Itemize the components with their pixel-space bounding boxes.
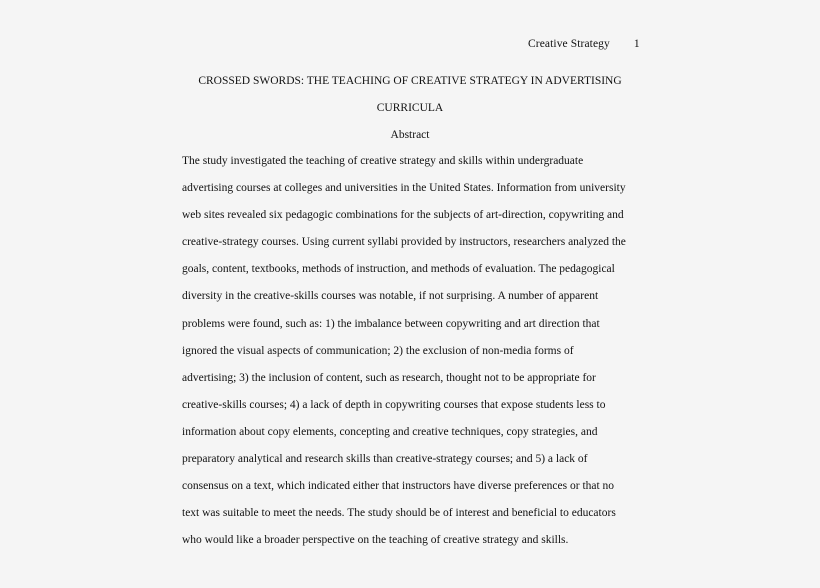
abstract-line: preparatory analytical and research skills than creative-strategy courses; and 5) a lack of: [182, 453, 588, 466]
abstract-line: who would like a broader perspective on the teaching of creative strategy and skills.: [182, 534, 569, 547]
abstract-line: creative-strategy courses. Using current syllabi provided by instructors, researchers analyzed the: [182, 236, 626, 249]
page-number: 1: [633, 38, 640, 50]
abstract-line: creative-skills courses; 4) a lack of depth in copywriting courses that expose students less to: [182, 398, 606, 411]
abstract-line: ignored the visual aspects of communication; 2) the exclusion of non-media forms of: [182, 344, 574, 357]
abstract-line: information about copy elements, concepting and creative techniques, copy strategies, and: [182, 425, 598, 438]
abstract-line: text was suitable to meet the needs. The study should be of interest and beneficial to educators: [182, 507, 616, 520]
abstract-line: goals, content, textbooks, methods of instruction, and methods of evaluation. The pedagogical: [182, 263, 615, 276]
running-head: [528, 38, 640, 50]
abstract-line: diversity in the creative-skills courses was notable, if not surprising. A number of apparent: [182, 290, 599, 303]
abstract-heading: Abstract: [390, 129, 430, 141]
paper-title-line-1: CROSSED SWORDS: THE TEACHING OF CREATIVE STRATEGY IN ADVERTISING: [198, 75, 622, 87]
paper-title-line-2: CURRICULA: [376, 102, 444, 114]
abstract-line: consensus on a text, which indicated either that instructors have diverse preferences or that no: [182, 480, 615, 493]
abstract-line: web sites revealed six pedagogic combinations for the subjects of art-direction, copywriting and: [182, 209, 624, 222]
abstract-line: advertising courses at colleges and universities in the United States. Information from university: [182, 182, 626, 195]
abstract-line: The study investigated the teaching of creative strategy and skills within undergraduate: [182, 155, 584, 167]
abstract-line: problems were found, such as: 1) the imbalance between copywriting and art direction that: [182, 317, 600, 330]
abstract-body: [182, 155, 642, 561]
running-head-title: Creative Strategy: [528, 38, 610, 50]
abstract-line: advertising; 3) the inclusion of content, such as research, thought not to be appropriate for: [182, 371, 596, 384]
